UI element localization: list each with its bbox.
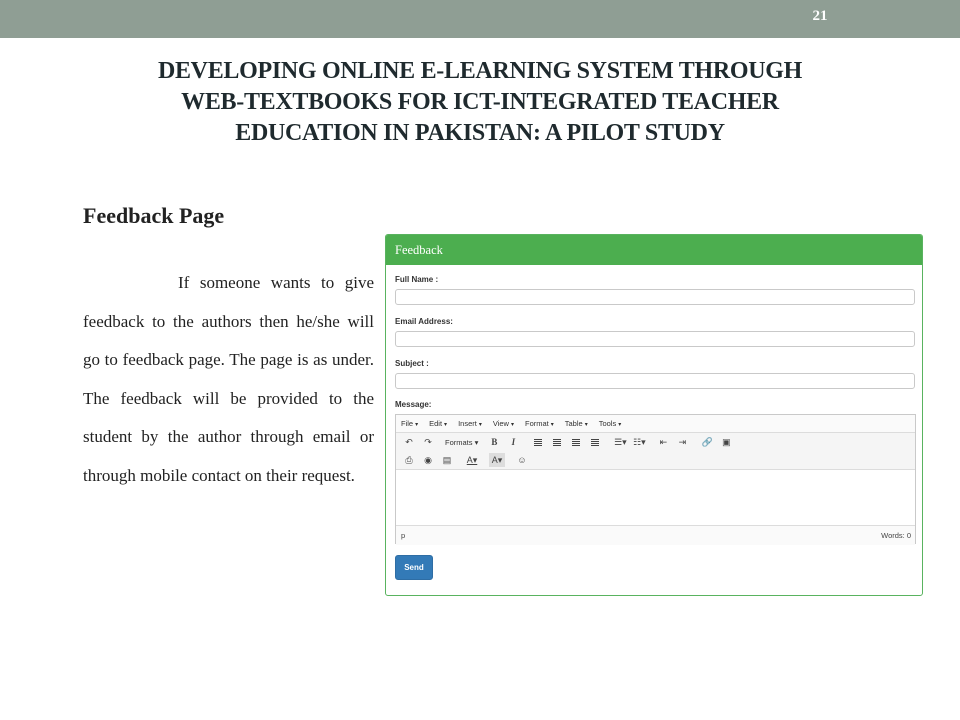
email-label: Email Address: bbox=[395, 317, 453, 326]
menu-file[interactable]: File ▾ bbox=[401, 419, 419, 428]
email-input[interactable] bbox=[395, 331, 915, 347]
body-text: If someone wants to give feedback to the authors then he/she will go to feedback page. The page is as under. The feedback will be provided to the student by the author through email or through mobile contact on their request. bbox=[83, 273, 374, 485]
link-icon[interactable]: 🔗 bbox=[701, 436, 713, 447]
feedback-header: Feedback bbox=[386, 235, 922, 265]
numbered-list-icon[interactable]: ☷▾ bbox=[633, 436, 646, 447]
word-count: Words: 0 bbox=[881, 531, 911, 540]
element-path: p bbox=[401, 531, 406, 540]
emoticon-icon[interactable]: ☺ bbox=[517, 455, 527, 465]
message-editor bbox=[395, 414, 916, 544]
editor-toolbar-row-2 bbox=[396, 451, 915, 470]
bullet-list-icon[interactable]: ☰▾ bbox=[614, 436, 627, 447]
body-paragraph bbox=[83, 264, 374, 495]
preview-icon[interactable]: ◉ bbox=[424, 454, 432, 465]
media-icon[interactable]: ▤ bbox=[442, 454, 452, 465]
align-center-icon[interactable] bbox=[549, 435, 565, 449]
print-icon[interactable]: ⎙ bbox=[405, 454, 413, 465]
message-textarea[interactable] bbox=[396, 470, 915, 526]
align-right-icon[interactable] bbox=[568, 435, 584, 449]
menu-table[interactable]: Table ▾ bbox=[564, 419, 588, 428]
full-name-label: Full Name : bbox=[395, 275, 439, 284]
slide-title bbox=[120, 56, 840, 149]
subject-input[interactable] bbox=[395, 373, 915, 389]
formats-dropdown[interactable]: Formats ▾ bbox=[445, 437, 479, 447]
top-bar bbox=[0, 0, 960, 38]
italic-icon[interactable]: I bbox=[511, 437, 516, 447]
title-line-2: WEB-TEXTBOOKS FOR ICT-INTEGRATED TEACHER bbox=[181, 89, 779, 115]
editor-statusbar bbox=[396, 526, 915, 545]
align-justify-icon[interactable] bbox=[587, 435, 603, 449]
outdent-icon[interactable]: ⇤ bbox=[659, 436, 668, 447]
image-icon[interactable]: ▣ bbox=[722, 436, 731, 447]
undo-icon[interactable]: ↶ bbox=[405, 436, 413, 447]
feedback-form-panel bbox=[385, 234, 923, 596]
menu-tools[interactable]: Tools ▾ bbox=[598, 419, 622, 428]
send-button[interactable]: Send bbox=[395, 555, 433, 580]
title-line-3: EDUCATION IN PAKISTAN: A PILOT STUDY bbox=[235, 120, 725, 146]
menu-insert[interactable]: Insert ▾ bbox=[458, 419, 482, 428]
background-color-icon[interactable]: A▾ bbox=[489, 453, 505, 467]
text-color-icon[interactable]: A▾ bbox=[466, 454, 478, 465]
align-left-icon[interactable] bbox=[530, 435, 546, 449]
editor-menubar bbox=[396, 415, 915, 433]
title-line-1: DEVELOPING ONLINE E-LEARNING SYSTEM THROUGH bbox=[157, 58, 803, 84]
full-name-input[interactable] bbox=[395, 289, 915, 305]
redo-icon[interactable]: ↷ bbox=[424, 436, 432, 447]
indent-icon[interactable]: ⇥ bbox=[678, 436, 687, 447]
editor-toolbar-row-1 bbox=[396, 433, 915, 451]
section-heading: Feedback Page bbox=[83, 203, 225, 228]
menu-view[interactable]: View ▾ bbox=[492, 419, 514, 428]
menu-edit[interactable]: Edit ▾ bbox=[429, 419, 448, 428]
bold-icon[interactable]: B bbox=[491, 437, 498, 447]
message-label: Message: bbox=[395, 400, 432, 409]
subject-label: Subject : bbox=[395, 359, 429, 368]
slide-number: 21 bbox=[812, 8, 828, 24]
menu-format[interactable]: Format ▾ bbox=[524, 419, 554, 428]
